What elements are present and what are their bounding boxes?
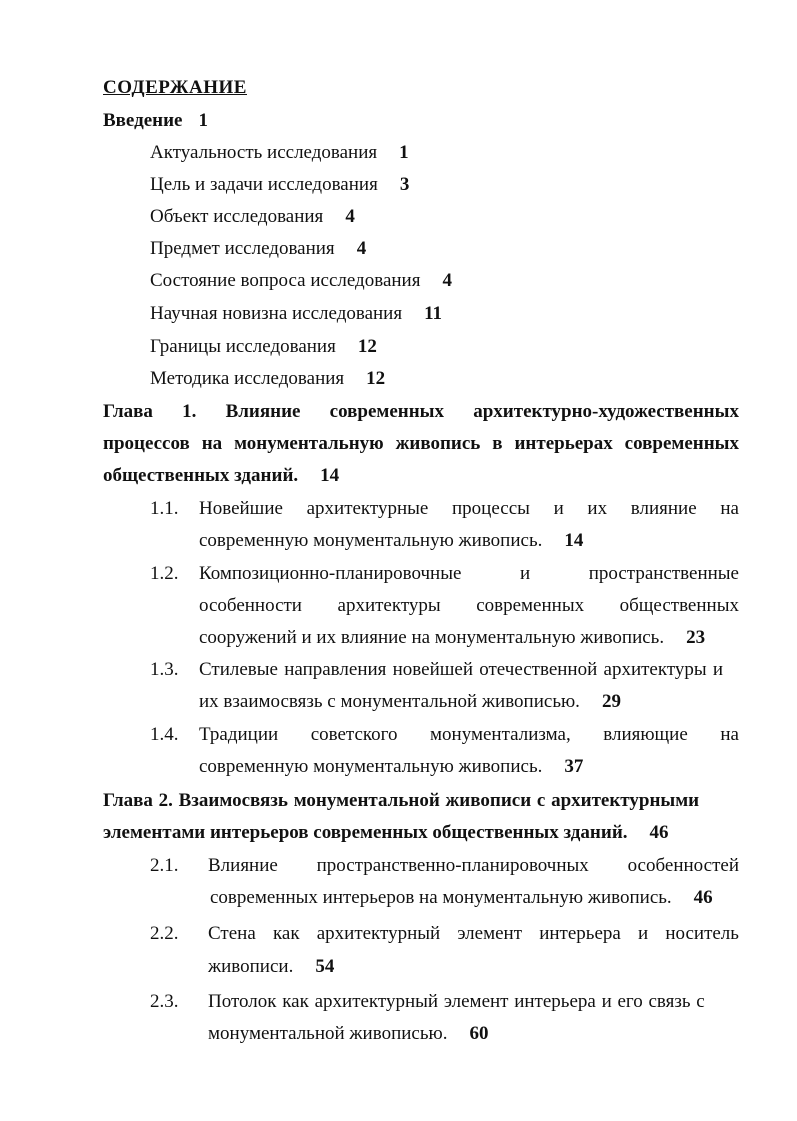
intro-item-label: Актуальность исследования: [150, 142, 378, 163]
section-page: 37: [564, 756, 584, 777]
intro-item-page: 11: [424, 303, 443, 324]
section-page: 60: [469, 1023, 489, 1044]
section-1-2-line1: Композиционно-планировочные и пространственные: [199, 563, 739, 584]
section-number: 1.2.: [150, 563, 179, 584]
section-2-2-line1: Стена как архитектурный элемент интерьера и носитель: [208, 923, 739, 944]
intro-item-label: Объект исследования: [150, 206, 324, 227]
chapter2-page: 46: [649, 822, 669, 843]
chapter1-heading-line1: Глава 1. Влияние современных архитектурно-художественных: [103, 401, 739, 422]
section-1-3-line2: их взаимосвязь с монументальной живописью. 29: [199, 691, 621, 712]
intro-label: Введение: [103, 110, 183, 131]
section-2-2-line2: живописи. 54: [208, 956, 335, 977]
section-page: 46: [693, 887, 713, 908]
section-number: 2.3.: [150, 991, 179, 1012]
intro-item-page: 4: [442, 270, 452, 291]
intro-item-label: Методика исследования: [150, 368, 345, 389]
section-page: 23: [686, 627, 706, 648]
section-number: 2.1.: [150, 855, 179, 876]
intro-item: [150, 141, 409, 165]
section-page: 14: [564, 530, 584, 551]
toc-title: СОДЕРЖАНИЕ: [103, 77, 247, 98]
section-1-1-line2: современную монументальную живопись. 14: [199, 530, 584, 551]
section-number: 1.3.: [150, 659, 179, 680]
intro-item-label: Границы исследования: [150, 336, 336, 357]
intro-item: [150, 205, 355, 229]
section-1-4-line1: Традиции советского монументализма, влияющие на: [199, 724, 739, 745]
intro-item: [150, 367, 385, 391]
intro-item-label: Предмет исследования: [150, 238, 335, 259]
intro-item-label: Научная новизна исследования: [150, 303, 403, 324]
section-page: 29: [601, 691, 621, 712]
intro-item-page: 4: [345, 206, 355, 227]
intro-item: [150, 237, 366, 261]
chapter1-heading-line3: общественных зданий. 14: [103, 465, 340, 486]
intro-item-page: 1: [399, 142, 409, 163]
intro-item-page: 12: [357, 336, 377, 357]
section-number: 1.4.: [150, 724, 179, 745]
intro-item: [150, 302, 442, 326]
intro-page: 1: [198, 110, 208, 131]
intro-item: [150, 269, 452, 293]
intro-item: [150, 335, 377, 359]
section-1-1-line1: Новейшие архитектурные процессы и их влияние на: [199, 498, 739, 519]
section-1-2-line3: сооружений и их влияние на монументальную живопись. 23: [199, 627, 706, 648]
chapter1-page: 14: [320, 465, 340, 486]
intro-item-page: 4: [356, 238, 367, 259]
intro-item-page: 12: [366, 368, 386, 389]
section-page: 54: [315, 956, 335, 977]
section-2-3-line2: монументальной живописью. 60: [208, 1023, 489, 1044]
section-2-3-line1: Потолок как архитектурный элемент интерьера и его связь с: [208, 991, 705, 1012]
section-number: 1.1.: [150, 498, 179, 519]
section-1-2-line2: особенности архитектуры современных общественных: [199, 595, 739, 616]
intro-item-label: Состояние вопроса исследования: [150, 270, 421, 291]
intro-heading: [103, 109, 208, 133]
intro-item-label: Цель и задачи исследования: [150, 174, 378, 195]
section-1-4-line2: современную монументальную живопись. 37: [199, 756, 584, 777]
section-2-1-line2: современных интерьеров на монументальную живопись. 46: [210, 887, 713, 908]
intro-item-page: 3: [399, 174, 410, 195]
section-number: 2.2.: [150, 923, 179, 944]
section-1-3-line1: Стилевые направления новейшей отечественной архитектуры и: [199, 659, 724, 680]
chapter2-heading-line2: элементами интерьеров современных общественных зданий. 46: [103, 822, 669, 843]
intro-item: [150, 173, 409, 197]
section-2-1-line1: Влияние пространственно-планировочных особенностей: [208, 855, 739, 876]
chapter2-heading-line1: Глава 2. Взаимосвязь монументальной живописи с архитектурными: [103, 790, 700, 811]
chapter1-heading-line2: процессов на монументальную живопись в интерьерах современных: [103, 433, 739, 454]
